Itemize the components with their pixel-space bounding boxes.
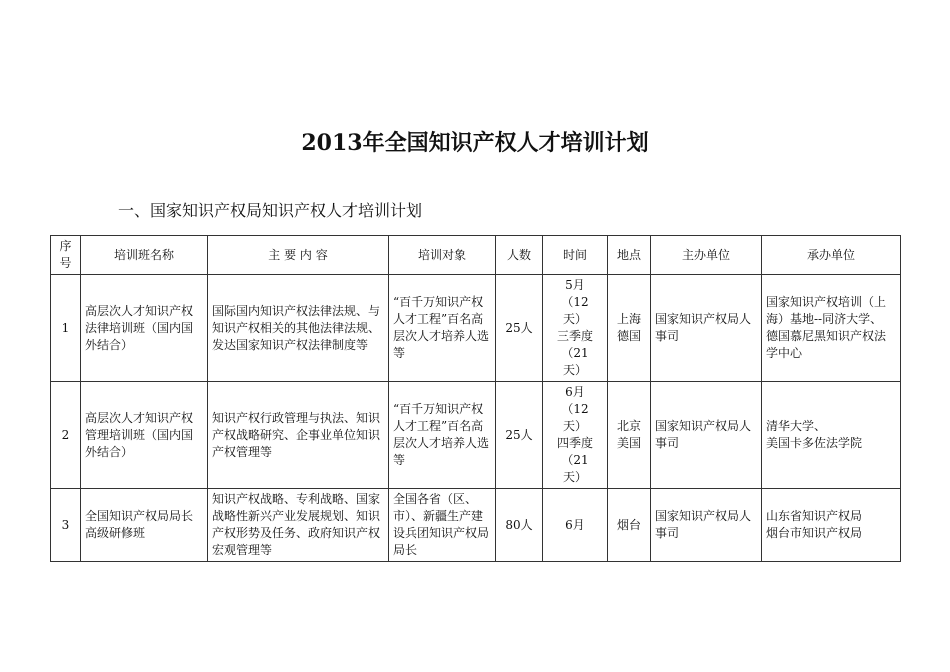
cell-count: 25人 [496,382,543,489]
cell-target: “百千万知识产权人才工程”百名高层次人才培养人选等 [389,275,496,382]
section-heading: 一、国家知识产权局知识产权人才培训计划 [118,201,423,220]
header-time: 时间 [543,236,608,275]
cell-count: 80人 [496,489,543,562]
cell-count: 25人 [496,275,543,382]
header-count: 人数 [496,236,543,275]
cell-content: 知识产权行政管理与执法、知识产权战略研究、企事业单位知识产权管理等 [208,382,389,489]
cell-name: 全国知识产权局局长高级研修班 [81,489,208,562]
cell-time: 6月 （12 天） 四季度 （21 天） [543,382,608,489]
header-name: 培训班名称 [81,236,208,275]
cell-place: 上海 德国 [608,275,651,382]
cell-name: 高层次人才知识产权法律培训班（国内国外结合） [81,275,208,382]
header-content: 主 要 内 容 [208,236,389,275]
header-no: 序号 [51,236,81,275]
cell-target: “百千万知识产权人才工程”百名高层次人才培养人选等 [389,382,496,489]
cell-content: 国际国内知识产权法律法规、与知识产权相关的其他法律法规、发达国家知识产权法律制度等 [208,275,389,382]
cell-no: 2 [51,382,81,489]
cell-target: 全国各省（区、市）、新疆生产建设兵团知识产权局局长 [389,489,496,562]
table-header-row [51,236,901,275]
cell-place: 烟台 [608,489,651,562]
cell-organizer: 山东省知识产权局 烟台市知识产权局 [762,489,901,562]
table-row [51,489,901,562]
training-plan-table [50,235,901,562]
cell-time: 6月 [543,489,608,562]
cell-content: 知识产权战略、专利战略、国家战略性新兴产业发展规划、知识产权形势及任务、政府知识产权宏观管理等 [208,489,389,562]
cell-name: 高层次人才知识产权管理培训班（国内国外结合） [81,382,208,489]
cell-organizer: 国家知识产权培训（上海）基地--同济大学、 德国慕尼黑知识产权法学中心 [762,275,901,382]
cell-no: 3 [51,489,81,562]
table-row [51,275,901,382]
cell-host: 国家知识产权局人事司 [651,275,762,382]
header-host: 主办单位 [651,236,762,275]
header-organizer: 承办单位 [762,236,901,275]
cell-organizer: 清华大学、 美国卡多佐法学院 [762,382,901,489]
table-row [51,382,901,489]
cell-time: 5月 （12 天） 三季度 （21 天） [543,275,608,382]
cell-host: 国家知识产权局人事司 [651,382,762,489]
header-target: 培训对象 [389,236,496,275]
cell-no: 1 [51,275,81,382]
cell-place: 北京 美国 [608,382,651,489]
cell-host: 国家知识产权局人事司 [651,489,762,562]
page-title: 2013年全国知识产权人才培训计划 [301,130,649,156]
header-place: 地点 [608,236,651,275]
